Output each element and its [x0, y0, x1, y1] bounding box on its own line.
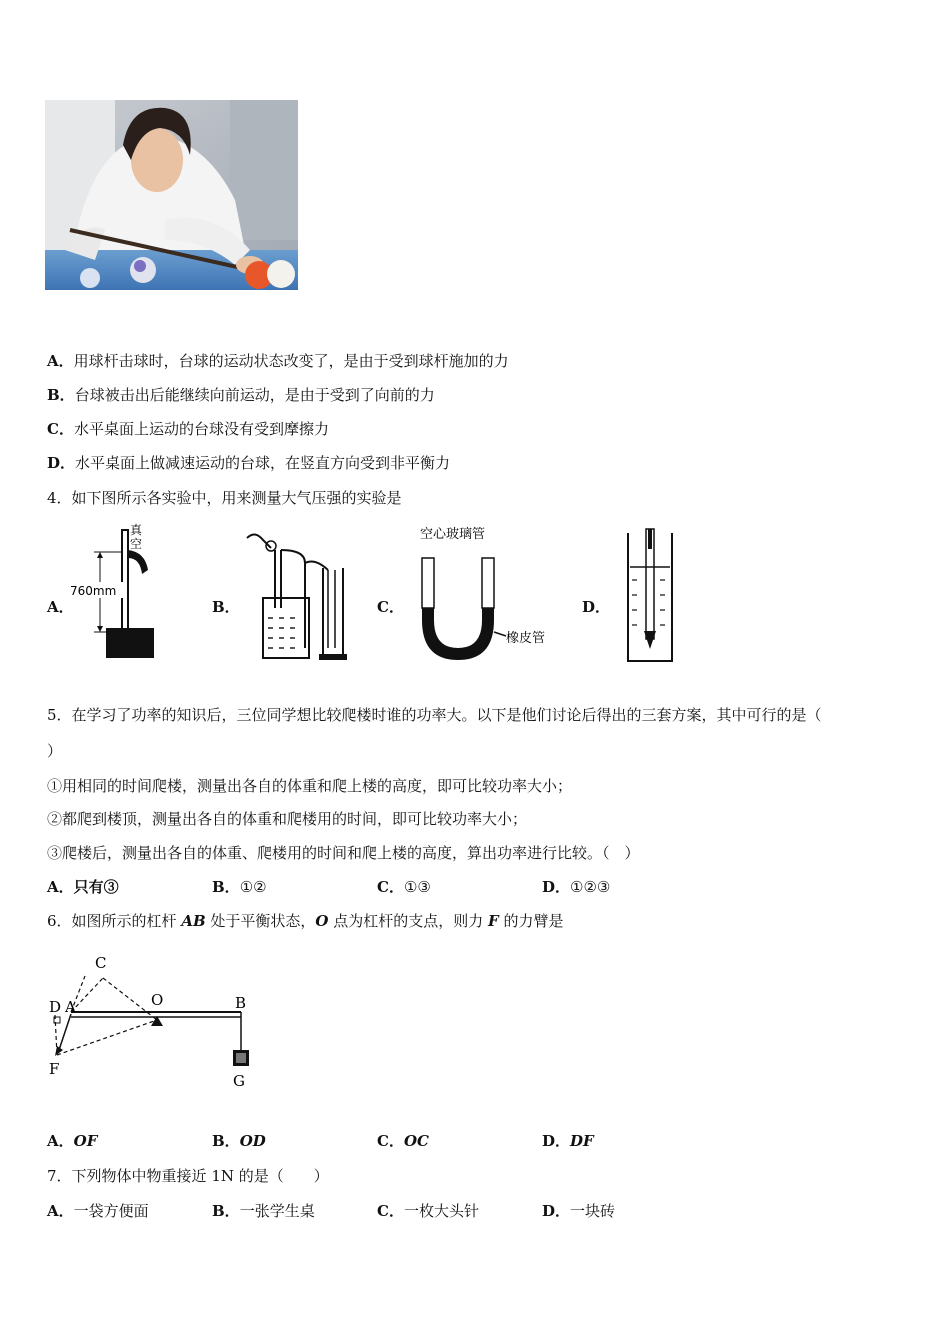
billiards-photo: [45, 100, 298, 290]
q4-figure-a: [70, 522, 160, 662]
fig-c-top-label: 空心玻璃管: [420, 527, 486, 542]
q4-label-d: D．: [582, 598, 611, 616]
q4-stem: 4．如下图所示各实验中，用来测量大气压强的实验是: [47, 489, 402, 507]
q3-option-a: A．用球杆击球时，台球的运动状态改变了，是由于受到球杆施加的力: [47, 352, 509, 370]
lever-label-d: D: [49, 998, 62, 1016]
q4-figure-c: [410, 520, 570, 665]
q4-label-b: B．: [212, 598, 240, 616]
q7-option-d: D．一块砖: [542, 1202, 616, 1220]
fig-c-side-label: 橡皮管: [506, 631, 546, 646]
fig-a-text-zhen: 真: [130, 523, 143, 537]
lever-label-g: G: [233, 1072, 245, 1090]
q4-figure-d: [620, 525, 680, 665]
q5-item-3: ③爬楼后，测量出各自的体重、爬楼用的时间和爬上楼的高度，算出功率进行比较。（ ）: [47, 844, 640, 862]
lever-label-a: A: [65, 998, 76, 1016]
q7-option-c: C．一枚大头针: [377, 1202, 479, 1220]
q5-option-d: D．①②③: [542, 878, 611, 896]
q6-option-d: D．DF: [542, 1132, 594, 1150]
q3-option-b: B．台球被击出后能继续向前运动，是由于受到了向前的力: [47, 386, 435, 404]
q5-option-a: A．只有③: [47, 878, 119, 896]
lever-label-c: C: [95, 954, 107, 972]
q4-figure-b: [235, 528, 355, 663]
q7-option-b: B．一张学生桌: [212, 1202, 315, 1220]
q5-option-b: B．①②: [212, 878, 267, 896]
q6-stem: 6．如图所示的杠杆 AB 处于平衡状态，O 点为杠杆的支点，则力 F 的力臂是: [47, 912, 564, 930]
q3-option-c: C．水平桌面上运动的台球没有受到摩擦力: [47, 420, 329, 438]
q7-option-a: A．一袋方便面: [47, 1202, 149, 1220]
q3-option-d: D．水平桌面上做减速运动的台球，在竖直方向受到非平衡力: [47, 454, 451, 472]
lever-label-b: B: [235, 994, 247, 1012]
fig-a-text-760: 760mm: [70, 584, 117, 598]
q7-stem: 7．下列物体中物重接近 1N 的是（ ）: [47, 1167, 329, 1185]
q6-option-c: C．OC: [377, 1132, 429, 1150]
q6-lever-figure: [45, 950, 265, 1095]
q6-option-b: B．OD: [212, 1132, 266, 1150]
q5-item-1: ①用相同的时间爬楼，测量出各自的体重和爬上楼的高度，即可比较功率大小；: [47, 777, 573, 795]
q5-item-2: ②都爬到楼顶，测量出各自的体重和爬楼用的时间，即可比较功率大小；: [47, 810, 528, 828]
q4-label-c: C．: [377, 598, 404, 616]
q6-option-a: A．OF: [47, 1132, 98, 1150]
lever-label-f: F: [49, 1060, 60, 1078]
q4-label-a: A．: [47, 598, 74, 616]
q5-stem-1: 5．在学习了功率的知识后，三位同学想比较爬楼时谁的功率大。以下是他们讨论后得出的三套方案，其中可行的是（: [47, 706, 822, 724]
lever-label-o: O: [151, 991, 164, 1009]
q5-stem-2: ）: [47, 742, 63, 760]
fig-a-text-kong: 空: [130, 537, 143, 551]
q5-option-c: C．①③: [377, 878, 431, 896]
